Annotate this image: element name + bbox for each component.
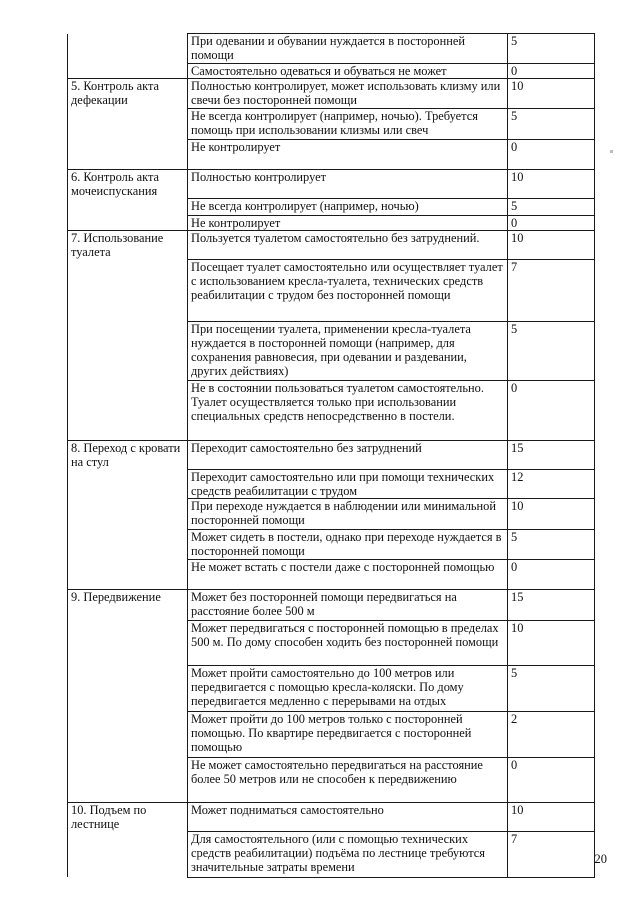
category-cell	[68, 108, 188, 139]
score-cell: 5	[508, 321, 595, 380]
table-row	[68, 215, 595, 230]
description-cell: Полностью контролирует	[188, 169, 508, 198]
table-row	[68, 620, 595, 665]
score-cell: 12	[508, 469, 595, 498]
table-row	[68, 169, 595, 198]
table-row	[68, 259, 595, 321]
table-row	[68, 34, 595, 64]
score-cell: 0	[508, 757, 595, 802]
category-cell: 7. Использование туалета	[68, 230, 188, 259]
table-row	[68, 230, 595, 259]
category-cell: 8. Переход с кровати на стул	[68, 440, 188, 469]
table-row	[68, 469, 595, 498]
table-row	[68, 529, 595, 559]
description-cell: Не всегда контролирует (например, ночью). Требуется помощь при использовании клизмы или свеч	[188, 108, 508, 139]
score-cell: 10	[508, 620, 595, 665]
category-cell: 6. Контроль акта мочеиспускания	[68, 169, 188, 198]
category-cell	[68, 757, 188, 802]
description-cell: Может без посторонней помощи передвигаться на расстояние более 500 м	[188, 589, 508, 620]
category-cell	[68, 711, 188, 757]
category-cell	[68, 831, 188, 877]
table-row	[68, 380, 595, 440]
table-row	[68, 802, 595, 831]
description-cell: При одевании и обувании нуждается в посторонней помощи	[188, 34, 508, 64]
category-cell	[68, 64, 188, 79]
description-cell: Для самостоятельного (или с помощью технических средств реабилитации) подъёма по лестнице требуются значительные затраты времени	[188, 831, 508, 877]
category-cell	[68, 559, 188, 589]
description-cell: Не может самостоятельно передвигаться на расстояние более 50 метров или не способен к передвижению	[188, 757, 508, 802]
description-cell: Может подниматься самостоятельно	[188, 802, 508, 831]
category-cell	[68, 498, 188, 529]
description-cell: При посещении туалета, применении кресла-туалета нуждается в посторонней помощи (например, для сохранения равновесия, при одевании и раздевании, других действиях)	[188, 321, 508, 380]
category-cell	[68, 215, 188, 230]
score-cell: 10	[508, 498, 595, 529]
score-cell: 0	[508, 215, 595, 230]
scan-mark	[610, 150, 613, 153]
table-row	[68, 64, 595, 79]
score-cell: 5	[508, 665, 595, 711]
category-cell	[68, 139, 188, 169]
description-cell: Не может встать с постели даже с посторонней помощью	[188, 559, 508, 589]
description-cell: Переходит самостоятельно или при помощи технических средств реабилитации с трудом	[188, 469, 508, 498]
table-row	[68, 79, 595, 108]
score-cell: 7	[508, 831, 595, 877]
description-cell: Не контролирует	[188, 139, 508, 169]
table-row	[68, 139, 595, 169]
score-cell: 10	[508, 169, 595, 198]
table-row	[68, 440, 595, 469]
assessment-table-body	[68, 34, 595, 878]
category-cell: 9. Передвижение	[68, 589, 188, 620]
assessment-table	[67, 33, 595, 878]
description-cell: Не контролирует	[188, 215, 508, 230]
score-cell: 10	[508, 802, 595, 831]
score-cell: 5	[508, 34, 595, 64]
description-cell: Переходит самостоятельно без затруднений	[188, 440, 508, 469]
score-cell: 15	[508, 589, 595, 620]
page-number: 20	[594, 852, 607, 866]
score-cell: 5	[508, 198, 595, 215]
score-cell: 10	[508, 230, 595, 259]
score-cell: 0	[508, 380, 595, 440]
description-cell: Может пройти до 100 метров только с посторонней помощью. По квартире передвигается с посторонней помощью	[188, 711, 508, 757]
table-row	[68, 757, 595, 802]
description-cell: Может передвигаться с посторонней помощью в пределах 500 м. По дому способен ходить без посторонней помощи	[188, 620, 508, 665]
description-cell: Посещает туалет самостоятельно или осуществляет туалет с использованием кресла-туалета, технических средств реабилитации с трудом без посторонней помощи	[188, 259, 508, 321]
category-cell	[68, 34, 188, 64]
score-cell: 15	[508, 440, 595, 469]
score-cell: 2	[508, 711, 595, 757]
category-cell	[68, 620, 188, 665]
description-cell: Полностью контролирует, может использовать клизму или свечи без посторонней помощи	[188, 79, 508, 108]
description-cell: При переходе нуждается в наблюдении или минимальной посторонней помощи	[188, 498, 508, 529]
table-row	[68, 831, 595, 877]
category-cell	[68, 380, 188, 440]
score-cell: 0	[508, 139, 595, 169]
table-row	[68, 665, 595, 711]
category-cell	[68, 529, 188, 559]
description-cell: Не в состоянии пользоваться туалетом самостоятельно. Туалет осуществляется только при использовании специальных средств непосредственно в постели.	[188, 380, 508, 440]
category-cell	[68, 469, 188, 498]
table-row	[68, 711, 595, 757]
category-cell	[68, 259, 188, 321]
description-cell: Самостоятельно одеваться и обуваться не может	[188, 64, 508, 79]
description-cell: Не всегда контролирует (например, ночью)	[188, 198, 508, 215]
score-cell: 0	[508, 559, 595, 589]
score-cell: 5	[508, 108, 595, 139]
description-cell: Пользуется туалетом самостоятельно без затруднений.	[188, 230, 508, 259]
score-cell: 5	[508, 529, 595, 559]
score-cell: 0	[508, 64, 595, 79]
table-row	[68, 321, 595, 380]
table-row	[68, 559, 595, 589]
description-cell: Может пройти самостоятельно до 100 метров или передвигается с помощью кресла-коляски. По дому передвигается медленно с перерывами на отдых	[188, 665, 508, 711]
category-cell	[68, 321, 188, 380]
category-cell	[68, 198, 188, 215]
table-row	[68, 198, 595, 215]
table-row	[68, 589, 595, 620]
score-cell: 7	[508, 259, 595, 321]
score-cell: 10	[508, 79, 595, 108]
category-cell: 10. Подъем по лестнице	[68, 802, 188, 831]
category-cell	[68, 665, 188, 711]
table-row	[68, 108, 595, 139]
category-cell: 5. Контроль акта дефекации	[68, 79, 188, 108]
description-cell: Может сидеть в постели, однако при переходе нуждается в посторонней помощи	[188, 529, 508, 559]
table-row	[68, 498, 595, 529]
